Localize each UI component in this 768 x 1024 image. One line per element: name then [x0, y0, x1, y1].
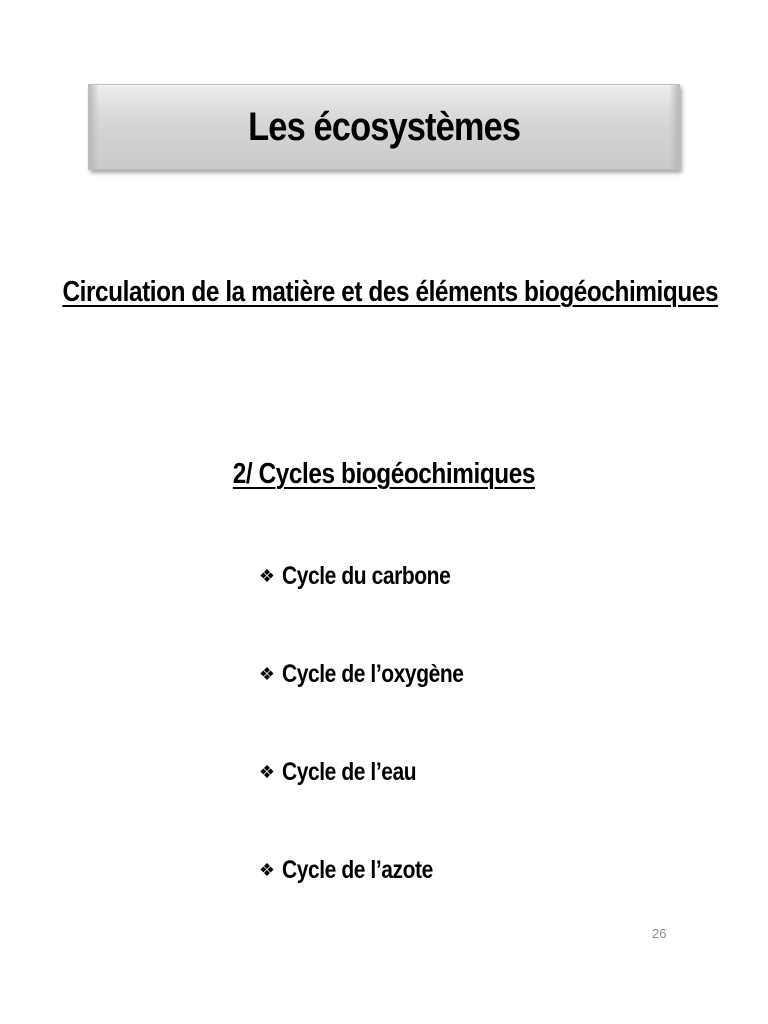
- bullet-label: Cycle du carbone: [282, 561, 451, 590]
- title-banner: [88, 84, 680, 170]
- four-diamond-bullet-icon: ❖: [258, 762, 276, 782]
- bullet-label: Cycle de l’eau: [282, 757, 417, 786]
- section-heading-container: [0, 458, 768, 491]
- bullet-label: Cycle de l’oxygène: [282, 659, 464, 688]
- four-diamond-bullet-icon: ❖: [258, 566, 276, 586]
- bullet-label: Cycle de l’azote: [282, 855, 433, 884]
- page-number: 26: [652, 926, 667, 941]
- bullet-item-eau: [258, 752, 498, 792]
- slide-title: Les écosystèmes: [247, 104, 521, 149]
- bullet-item-azote: [258, 850, 498, 890]
- section-heading: 2/ Cycles biogéochimiques: [232, 458, 536, 490]
- bullet-list: [258, 556, 498, 948]
- slide-subtitle-container: [0, 276, 768, 309]
- bullet-item-carbone: [258, 556, 498, 596]
- four-diamond-bullet-icon: ❖: [258, 860, 276, 880]
- slide-subtitle: Circulation de la matière et des éléments biogéochimiques: [62, 276, 719, 308]
- four-diamond-bullet-icon: ❖: [258, 664, 276, 684]
- bullet-item-oxygene: [258, 654, 498, 694]
